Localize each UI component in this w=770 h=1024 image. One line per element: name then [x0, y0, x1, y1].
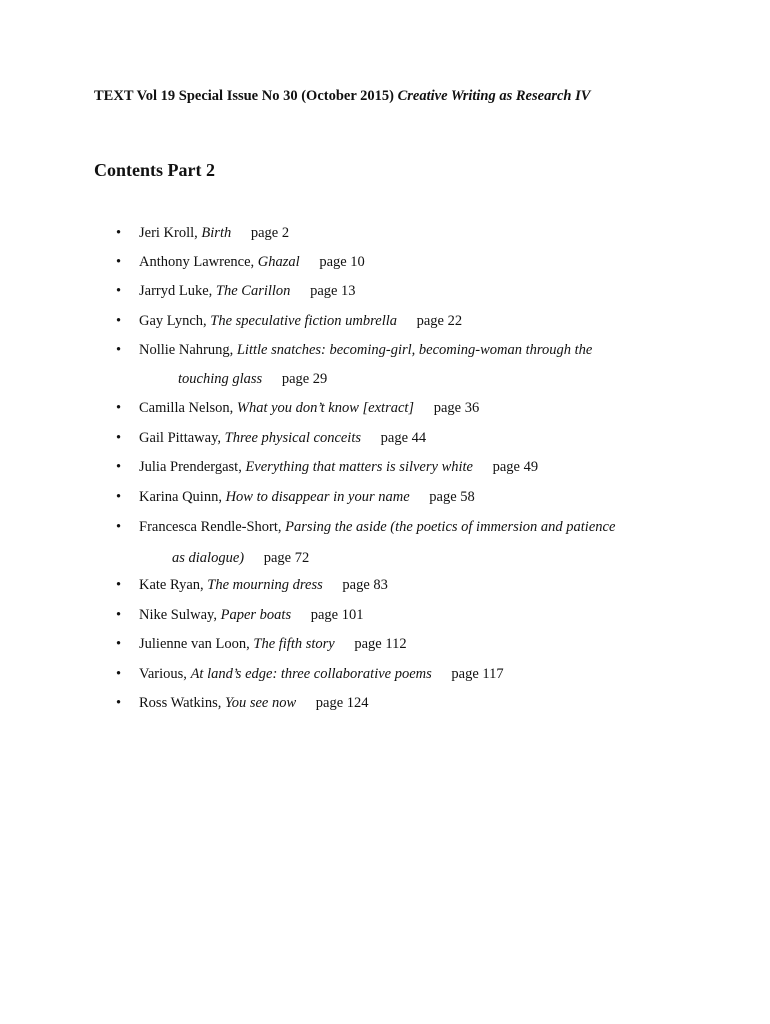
bullet-icon: • [116, 695, 122, 711]
entry-title: The fifth story [253, 636, 335, 652]
entry-page: page 49 [492, 459, 539, 475]
entry-author: Camilla Nelson, [139, 400, 234, 416]
toc-entry [116, 225, 290, 242]
entry-author: Nike Sulway, [139, 607, 217, 623]
entry-author: Gail Pittaway, [139, 430, 222, 446]
bullet-icon: • [116, 666, 122, 682]
toc-entry [116, 519, 616, 536]
toc-entry [116, 636, 407, 653]
entry-page: page 83 [342, 577, 388, 593]
entry-title-continued: touching glass [178, 371, 263, 387]
entry-page: page 13 [310, 283, 356, 299]
toc-entry [116, 400, 480, 417]
entry-page: page 101 [310, 607, 364, 623]
entry-author: Julia Prendergast, [139, 459, 242, 475]
toc-entry [116, 666, 504, 683]
entry-author: Nollie Nahrung, [139, 342, 234, 358]
entry-author: Jeri Kroll, [139, 225, 198, 241]
entry-author: Julienne van Loon, [139, 636, 250, 652]
issue-title: Creative Writing as Research IV [397, 88, 591, 104]
entry-title: Little snatches: becoming-girl, becoming-woman through the [236, 342, 593, 358]
entry-title: Everything that matters is silvery white [245, 459, 473, 475]
bullet-icon: • [116, 342, 122, 358]
journal-header [94, 88, 590, 105]
bullet-icon: • [116, 400, 122, 416]
entry-title: What you don’t know [extract] [236, 400, 415, 416]
toc-entry [116, 459, 539, 476]
entry-title: At land’s edge: three collaborative poems [190, 666, 432, 682]
bullet-icon: • [116, 225, 122, 241]
bullet-icon: • [116, 577, 122, 593]
bullet-icon: • [116, 313, 122, 329]
entry-author: Francesca Rendle-Short, [139, 519, 282, 535]
entry-title: The mourning dress [207, 577, 323, 593]
toc-entry-continuation [172, 550, 309, 567]
entry-author: Karina Quinn, [139, 489, 222, 505]
toc-entry [116, 313, 463, 330]
entry-page: page 10 [319, 254, 365, 270]
bullet-icon: • [116, 607, 122, 623]
entry-author: Various, [139, 666, 187, 682]
entry-page: page 29 [281, 371, 328, 387]
entry-page: page 2 [250, 225, 290, 241]
entry-author: Gay Lynch, [139, 313, 207, 329]
entry-title: The speculative fiction umbrella [210, 313, 397, 329]
entry-title: How to disappear in your name [225, 489, 410, 505]
toc-entry [116, 283, 356, 300]
bullet-icon: • [116, 254, 122, 270]
entry-page: page 72 [263, 550, 310, 566]
bullet-icon: • [116, 636, 122, 652]
entry-page: page 22 [416, 313, 463, 329]
bullet-icon: • [116, 519, 122, 535]
bullet-icon: • [116, 430, 122, 446]
entry-page: page 112 [354, 636, 407, 652]
toc-entry [116, 489, 475, 506]
entry-page: page 124 [315, 695, 369, 711]
toc-entry [116, 342, 593, 359]
entry-title: The Carillon [215, 283, 291, 299]
entry-author: Ross Watkins, [139, 695, 222, 711]
entry-author: Anthony Lawrence, [139, 254, 255, 270]
toc-entry-continuation [178, 371, 327, 388]
entry-page: page 44 [380, 430, 427, 446]
toc-entry [116, 607, 364, 624]
toc-entry [116, 577, 388, 594]
bullet-icon: • [116, 459, 122, 475]
entry-page: page 36 [433, 400, 480, 416]
entry-title: Paper boats [220, 607, 292, 623]
entry-title: You see now [224, 695, 297, 711]
entry-page: page 58 [429, 489, 475, 505]
entry-title-continued: as dialogue) [172, 550, 245, 566]
entry-author: Kate Ryan, [139, 577, 204, 593]
journal-issue: TEXT Vol 19 Special Issue No 30 (October 2015) [94, 88, 394, 104]
entry-page: page 117 [451, 666, 504, 682]
entry-title: Three physical conceits [224, 430, 362, 446]
entry-title: Ghazal [257, 254, 300, 270]
toc-entry [116, 254, 365, 271]
toc-entry [116, 695, 369, 712]
entry-title: Birth [201, 225, 232, 241]
entry-author: Jarryd Luke, [139, 283, 213, 299]
contents-heading: Contents Part 2 [94, 160, 215, 180]
entry-title: Parsing the aside (the poetics of immersion and patience [285, 519, 616, 535]
toc-entry [116, 430, 427, 447]
bullet-icon: • [116, 283, 122, 299]
bullet-icon: • [116, 489, 122, 505]
